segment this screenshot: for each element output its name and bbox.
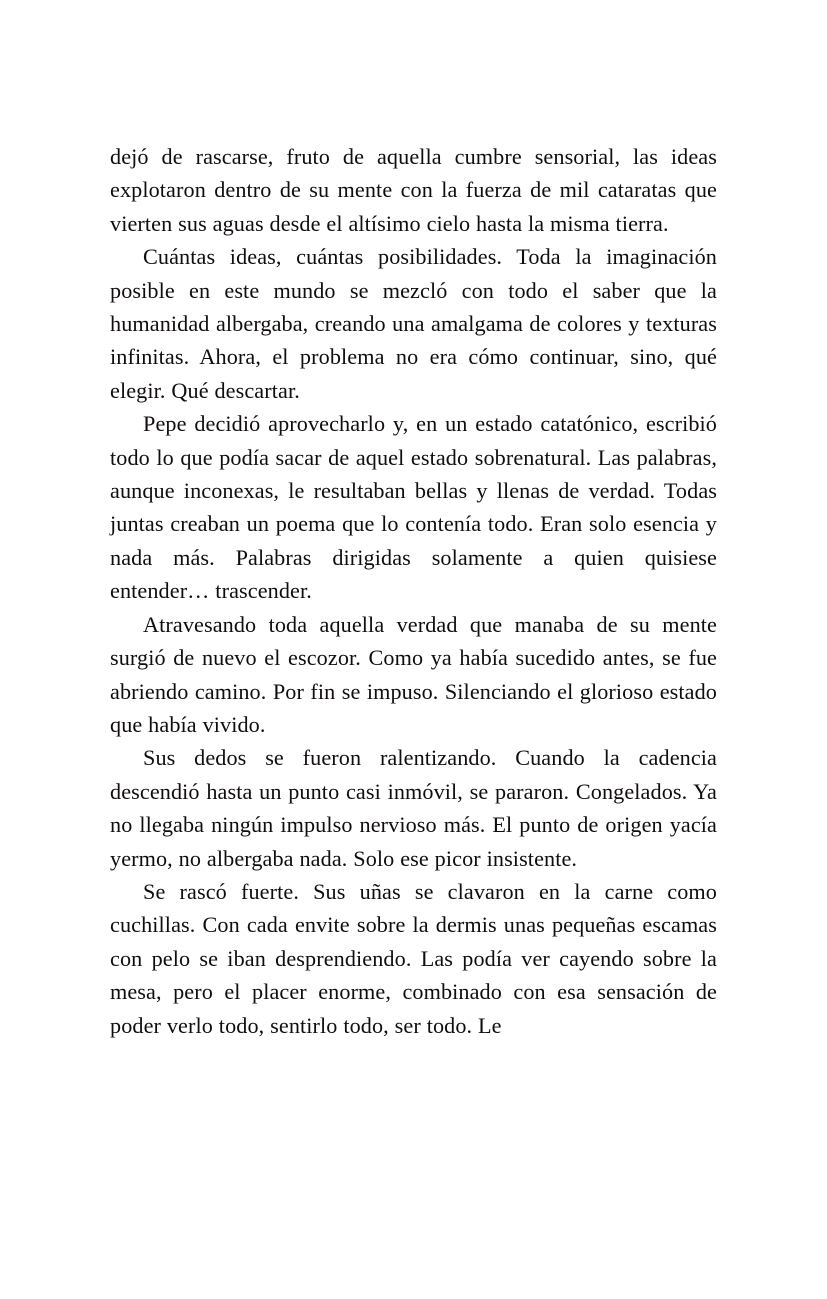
paragraph-2: Cuántas ideas, cuántas posibilidades. Toda la imaginación posible en este mundo se mezcló con todo el saber que la humanidad albergaba, creando una amalgama de colores y texturas infinitas. Ahora, el problema no era cómo continuar, sino, qué elegir. Qué descartar.	[110, 244, 717, 403]
paragraph-1: dejó de rascarse, fruto de aquella cumbre sensorial, las ideas explotaron dentro de su mente con la fuerza de mil cataratas que vierten sus aguas desde el altísimo cielo hasta la misma tierra.	[110, 144, 717, 236]
paragraph-5: Sus dedos se fueron ralentizando. Cuando la cadencia descendió hasta un punto casi inmóvil, se pararon. Congelados. Ya no llegaba ningún impulso nervioso más. El punto de origen yacía yermo, no albergaba nada. Solo ese picor insistente.	[110, 745, 717, 871]
paragraph-3: Pepe decidió aprovecharlo y, en un estado catatónico, escribió todo lo que podía sacar de aquel estado sobrenatural. Las palabras, aunque inconexas, le resultaban bellas y llenas de verdad. Todas juntas creaban un poema que lo contenía todo. Eran solo esencia y nada más. Palabras dirigidas solamente a quien quisiese entender… trascender.	[110, 411, 717, 604]
paragraph-6: Se rascó fuerte. Sus uñas se clavaron en la carne como cuchillas. Con cada envite sobre la dermis unas pequeñas escamas con pelo se iban desprendiendo. Las podía ver cayendo sobre la mesa, pero el placer enorme, combinado con esa sensación de poder verlo todo, sentirlo todo, ser todo. Le	[110, 878, 717, 1038]
page-text-block	[110, 140, 717, 1042]
paragraph-4: Atravesando toda aquella verdad que manaba de su mente surgió de nuevo el escozor. Como ya había sucedido antes, se fue abriendo camino. Por fin se impuso. Silenciando el glorioso estado que había vivido.	[110, 611, 717, 737]
